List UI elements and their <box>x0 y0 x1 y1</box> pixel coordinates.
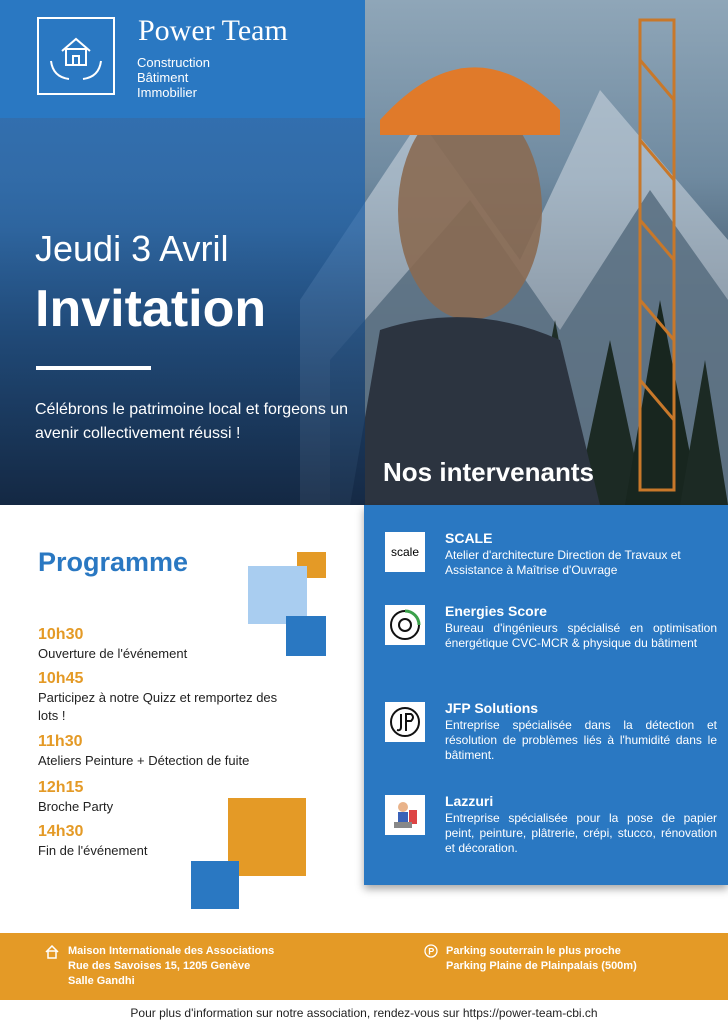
venue-address <box>68 944 274 989</box>
brand-line-2: Bâtiment <box>137 70 189 85</box>
speaker-description: Entreprise spécialisée pour la pose de papier peint, peinture, plâtrerie, crépi, stucco, rénovation et décoration. <box>445 811 717 855</box>
parking-location: Parking Plaine de Plainpalais (500m) <box>446 960 637 972</box>
programme-item <box>38 822 298 860</box>
parking-info <box>446 944 637 974</box>
brand-line-3: Immobilier <box>137 85 197 100</box>
footer-banner <box>0 933 728 1000</box>
decor-square-blue-bottom <box>191 861 239 909</box>
programme-text: Ouverture de l'événement <box>38 646 188 661</box>
hero-tagline: Célébrons le patrimoine local et forgeons un avenir collectivement réussi ! <box>35 401 349 442</box>
energies-score-logo-icon <box>385 605 425 645</box>
programme-text: Participez à notre Quizz et remportez des lots ! <box>38 690 278 723</box>
speakers-title: Nos intervenants <box>383 457 594 487</box>
venue-room: Salle Gandhi <box>68 975 135 987</box>
speaker-name: JFP Solutions <box>445 700 539 716</box>
programme-item <box>38 669 288 725</box>
brand-name: Power Team <box>138 14 288 47</box>
speaker-name: SCALE <box>445 530 493 546</box>
jfp-logo-icon <box>385 702 425 742</box>
venue-name: Maison Internationale des Associations <box>68 945 275 957</box>
lazzuri-painter-logo-icon <box>385 795 425 835</box>
brand-header <box>0 0 365 118</box>
home-icon <box>45 945 59 959</box>
speaker-name: Energies Score <box>445 603 547 619</box>
programme-item <box>38 732 298 770</box>
house-hands-logo-icon <box>37 17 115 95</box>
speaker-description: Bureau d'ingénieurs spécialisé en optimisation énergétique CVC-MCR & physique du bâtiment <box>445 621 717 650</box>
footer-website-note[interactable]: Pour plus d'information sur notre association, rendez-vous sur https://power-team-cbi.ch <box>130 1006 598 1020</box>
scale-logo: scale <box>385 532 425 572</box>
programme-time: 10h30 <box>38 626 84 643</box>
event-date: Jeudi 3 Avril <box>35 228 229 269</box>
speaker-description: Entreprise spécialisée dans la détection et résolution de problèmes liés à l'humidité dans le bâtiment. <box>445 718 717 762</box>
programme-time: 12h15 <box>38 779 84 796</box>
brand-line-1: Construction <box>137 55 210 70</box>
parking-icon <box>424 944 438 958</box>
svg-text:P: P <box>428 946 435 957</box>
programme-text: Fin de l'événement <box>38 843 148 858</box>
programme-text: Ateliers Peinture + Détection de fuite <box>38 753 250 768</box>
speaker-name: Lazzuri <box>445 793 494 809</box>
programme-time: 10h45 <box>38 670 84 687</box>
speaker-description: Atelier d'architecture Direction de Travaux et Assistance à Maîtrise d'Ouvrage <box>445 548 681 577</box>
programme-title: Programme <box>38 547 189 577</box>
programme-time: 14h30 <box>38 823 84 840</box>
invitation-title: Invitation <box>35 280 267 338</box>
parking-label: Parking souterrain le plus proche <box>446 945 621 957</box>
venue-street: Rue des Savoises 15, 1205 Genève <box>68 960 251 972</box>
programme-time: 11h30 <box>38 733 83 750</box>
programme-item <box>38 625 298 663</box>
programme-text: Broche Party <box>38 799 114 814</box>
title-divider <box>36 366 151 370</box>
programme-item <box>38 778 298 816</box>
